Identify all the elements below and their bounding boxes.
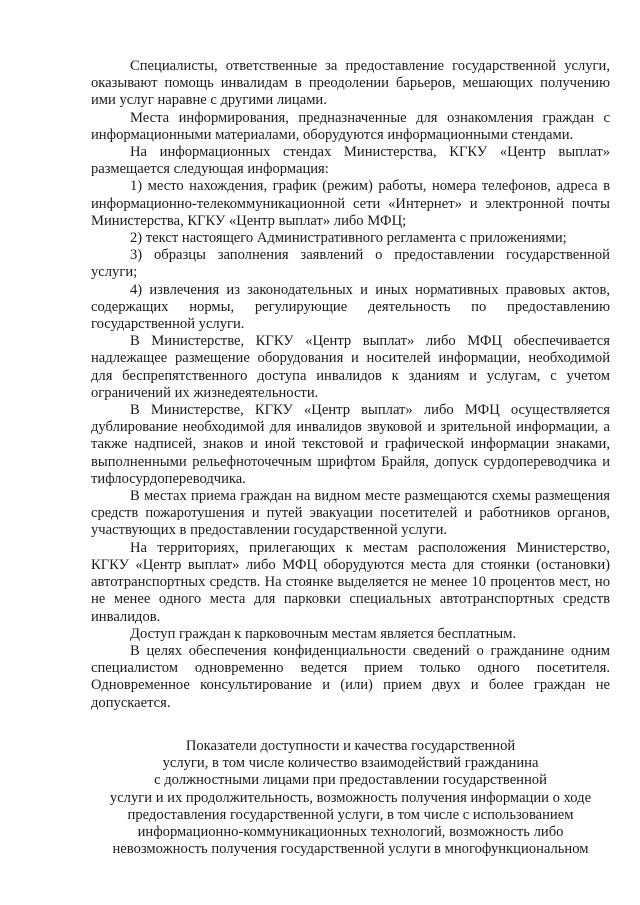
heading-line: предоставления государственной услуги, в том числе с использованием xyxy=(127,806,574,823)
paragraph: На информационных стендах Министерства, КГКУ «Центр выплат» размещается следующая информация: xyxy=(91,144,610,178)
paragraph: В целях обеспечения конфиденциальности сведений о гражданине одним специалистом одновременно ведется прием только одного посетителя. Одновременное консультирование и (или) прием двух и более граждан не допускается. xyxy=(91,642,610,711)
heading-line: с должностными лицами при предоставлении государственной xyxy=(154,772,547,789)
section-heading xyxy=(91,738,610,858)
paragraph: Места информирования, предназначенные для ознакомления граждан с информационными материалами, оборудуются информационными стендами. xyxy=(91,109,610,143)
paragraph: Доступ граждан к парковочным местам является бесплатным. xyxy=(130,625,517,642)
paragraph: Специалисты, ответственные за предоставление государственной услуги, оказывают помощь инвалидам в преодолении барьеров, мешающих получению ими услуг наравне с другими лицами. xyxy=(91,58,610,109)
list-item: 1) место нахождения, график (режим) работы, номера телефонов, адреса в информационно-телекоммуникационной сети «Интернет» и электронной почты Министерства, КГКУ «Центр выплат» либо МФЦ; xyxy=(91,178,610,229)
paragraph: В Министерстве, КГКУ «Центр выплат» либо МФЦ осуществляется дублирование необходимой для инвалидов звуковой и зрительной информации, а также надписей, знаков и иной текстовой и графической информации знаками, выполненными рельефноточечным шрифтом Брайля, допуск сурдопереводчика и тифлосурдопереводчика. xyxy=(91,402,610,487)
heading-line: информационно-коммуникационных технологий, возможность либо xyxy=(137,824,564,841)
list-item: 3) образцы заполнения заявлений о предоставлении государственной услуги; xyxy=(91,247,610,281)
list-item: 2) текст настоящего Административного регламента с приложениями; xyxy=(130,230,567,247)
heading-line: услуги, в том числе количество взаимодействий гражданина xyxy=(162,755,539,772)
document-body xyxy=(91,58,610,712)
paragraph: На территориях, прилегающих к местам расположения Министерство, КГКУ «Центр выплат» либо МФЦ оборудуются места для стоянки (остановки) автотранспортных средств. На стоянке выделяется не менее 10 процентов мест, но не менее одного места для парковки специальных автотранспортных средств инвалидов. xyxy=(91,539,610,625)
heading-line: Показатели доступности и качества государственной xyxy=(185,738,516,754)
list-item: 4) извлечения из законодательных и иных нормативных правовых актов, содержащих нормы, регулирующие деятельность по предоставлению государственной услуги. xyxy=(91,281,610,333)
heading-line: невозможность получения государственной услуги в многофункциональном xyxy=(112,841,589,858)
paragraph: В местах приема граждан на видном месте размещаются схемы размещения средств пожаротушения и путей эвакуации посетителей и работников органов, участвующих в предоставлении государственной услуги. xyxy=(91,488,610,539)
paragraph: В Министерстве, КГКУ «Центр выплат» либо МФЦ обеспечивается надлежащее размещение оборудования и носителей информации, необходимой для беспрепятственного доступа инвалидов к зданиям и услугам, с учетом ограничений их жизнедеятельности. xyxy=(91,333,610,401)
heading-line: услуги и их продолжительность, возможность получения информации о ходе xyxy=(109,789,592,806)
